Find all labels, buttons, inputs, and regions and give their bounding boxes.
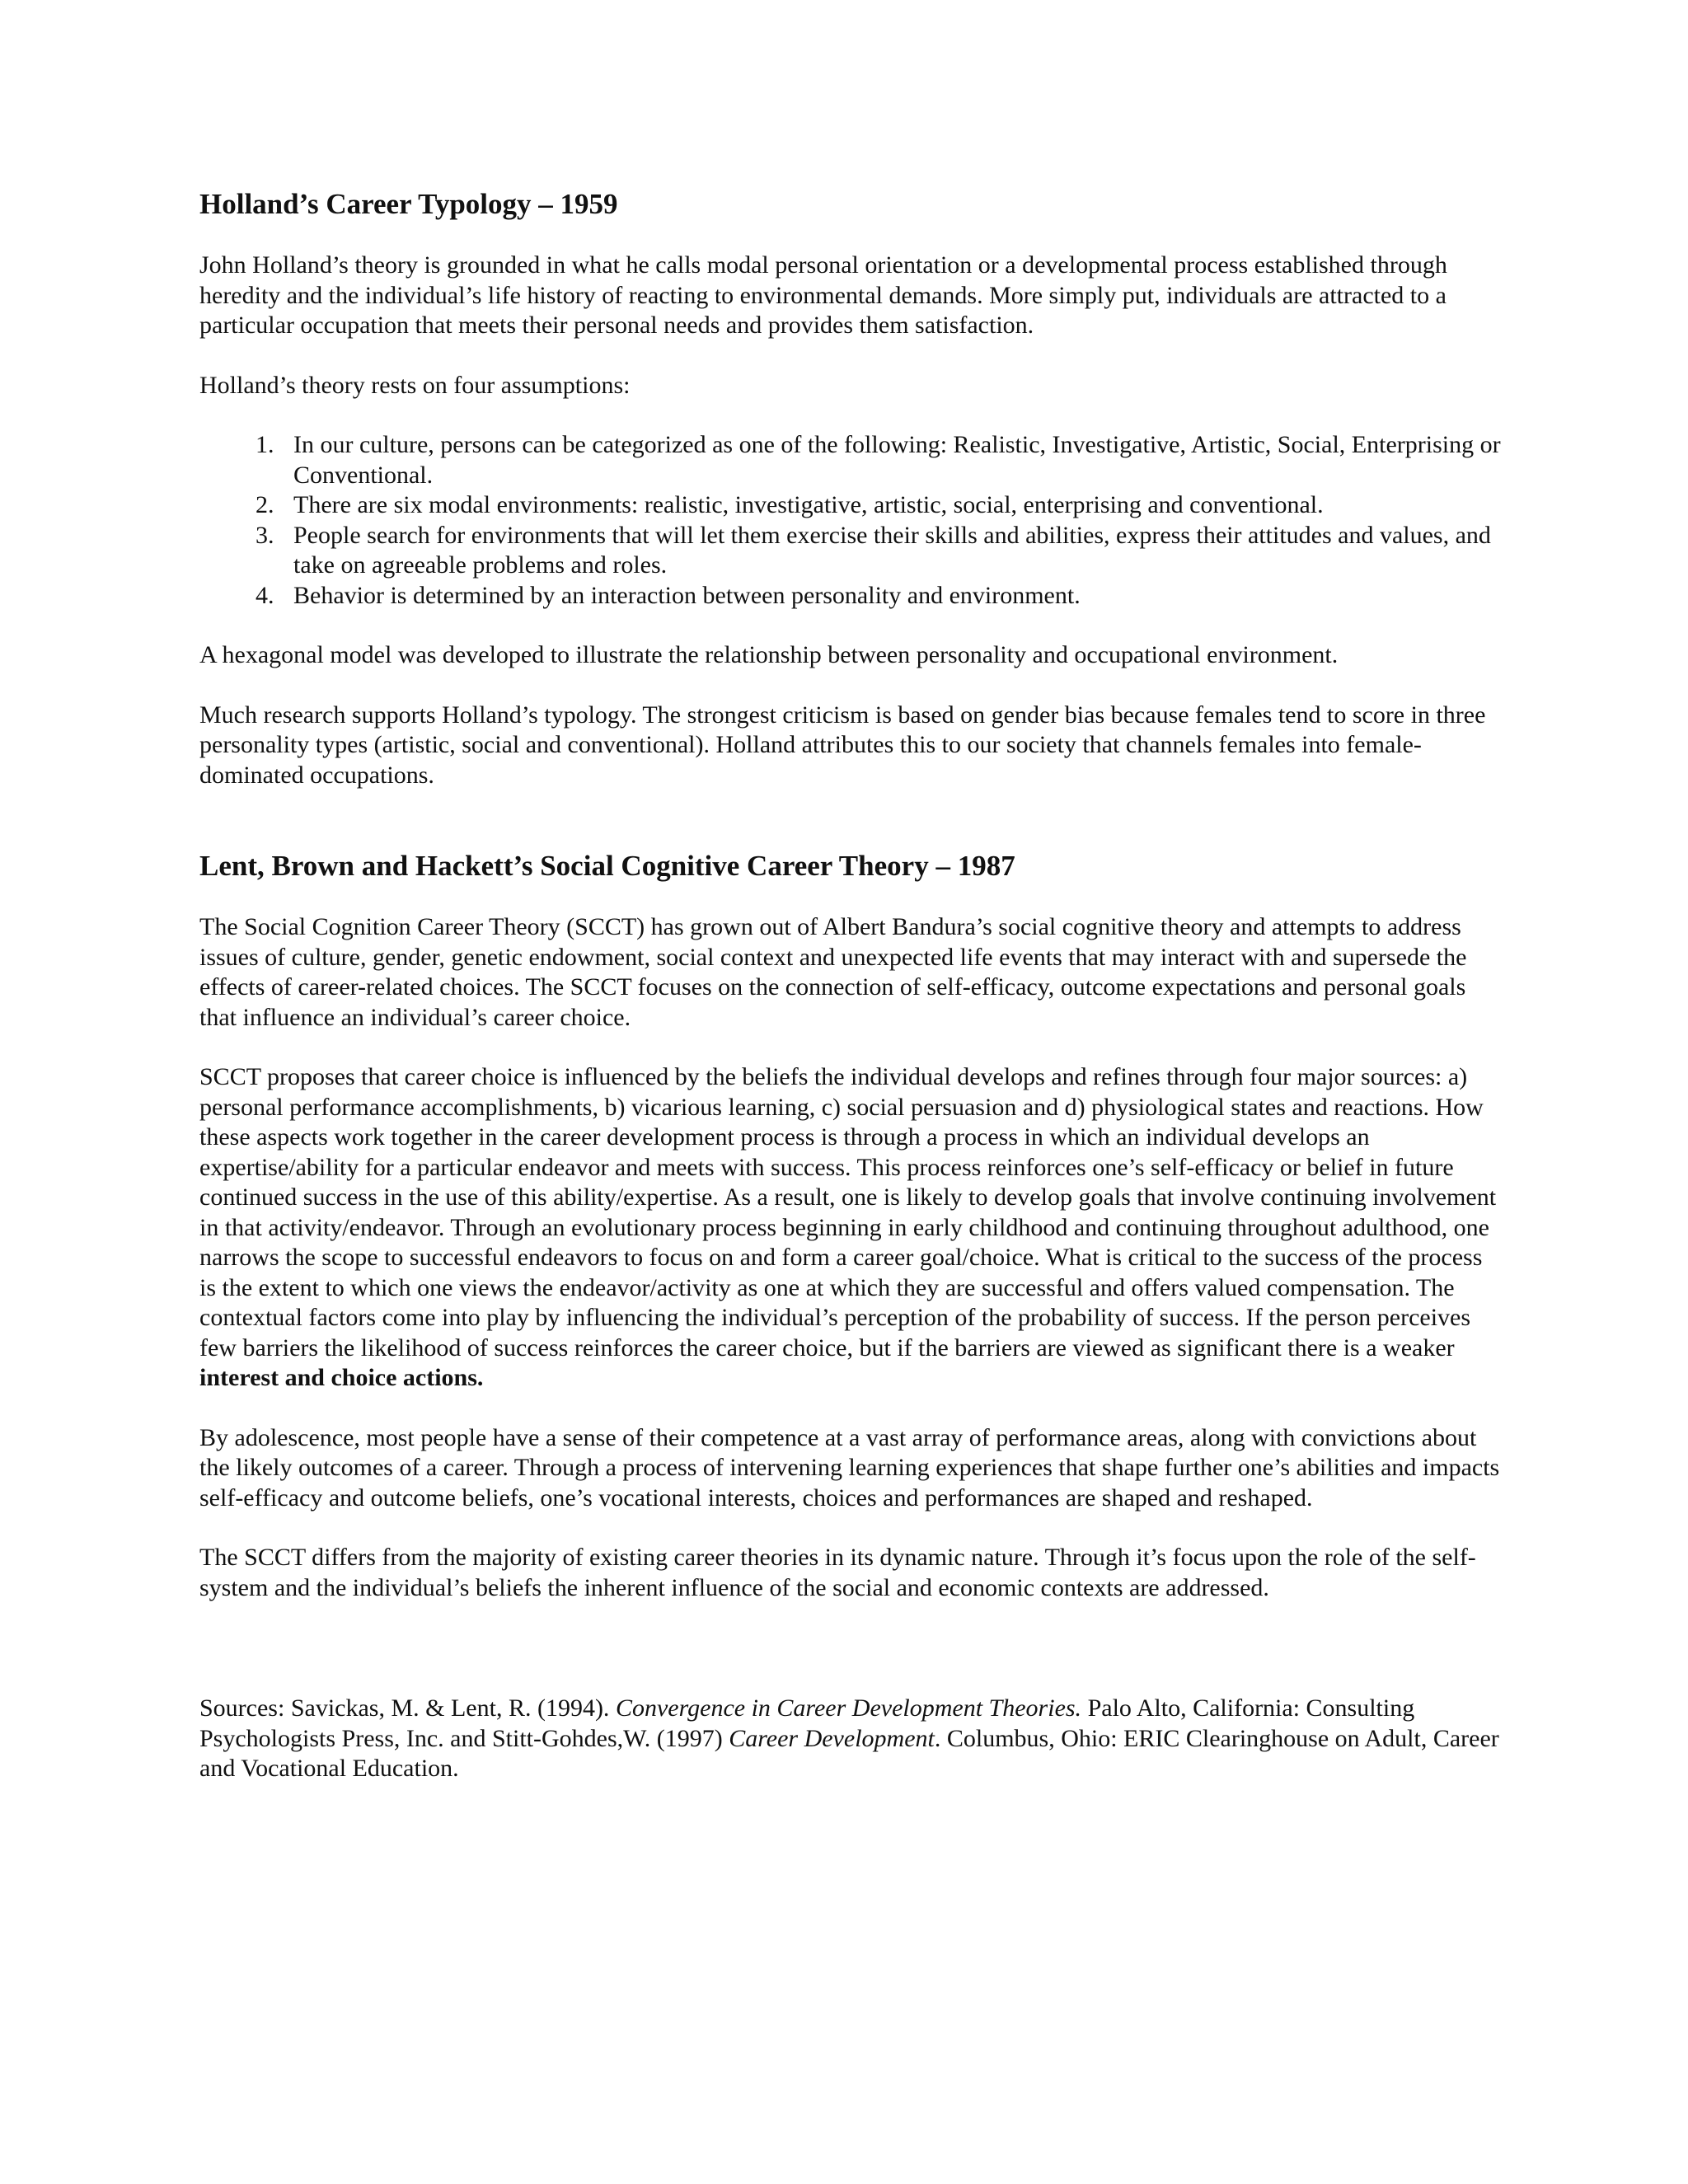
scct-intro-paragraph: The Social Cognition Career Theory (SCCT) has grown out of Albert Bandura’s social cognitive theory and attempts to address issues of culture, gender, genetic endowment, social context and unexpected life events that may interact with and supersede the effects of career-related choices. The SCCT focuses on the connection of self-efficacy, outcome expectations and personal goals that influence an individual’s career choice. (199, 913, 1467, 1031)
holland-assumptions-list (199, 430, 1502, 611)
scct-adolescence-paragraph: By adolescence, most people have a sense of their competence at a vast array of performance areas, along with convictions about the likely outcomes of a career. Through a process of intervening learning experiences that shape further one’s abilities and impacts self-efficacy and outcome beliefs, one’s vocational interests, choices and performances are shaped and reshaped. (199, 1423, 1500, 1511)
holland-research-paragraph: Much research supports Holland’s typology. The strongest criticism is based on gender bias because females tend to score in three personality types (artistic, social and conventional). Holland attributes this to our society that channels females into female-dominated occupations. (199, 701, 1486, 789)
list-item (199, 521, 1502, 581)
sources-book-title-1: Convergence in Career Development Theories. (615, 1694, 1082, 1722)
scct-bold-phrase: interest and choice actions. (199, 1364, 484, 1391)
document-page (199, 186, 1502, 1784)
sources-citation (199, 1694, 1502, 1784)
list-item-number: 1. (256, 431, 274, 458)
list-item-text: In our culture, persons can be categorized as one of the following: Realistic, Investigative, Artistic, Social, Enterprising or Conventional. (293, 431, 1501, 489)
holland-section-title: Holland’s Career Typology – 1959 (199, 188, 618, 220)
list-item (199, 581, 1502, 612)
holland-assumptions-lead: Holland’s theory rests on four assumptions: (199, 371, 631, 399)
list-item (199, 490, 1502, 521)
list-item-number: 4. (256, 581, 274, 609)
list-item-text: There are six modal environments: realistic, investigative, artistic, social, enterprising and conventional. (293, 491, 1324, 518)
sources-suffix: . Columbus, Ohio: ERIC Clearinghouse on Adult, Career and Vocational Education. (199, 1724, 1499, 1782)
list-item-number: 2. (256, 491, 274, 518)
sources-middle: Palo Alto, California: Consulting Psychologists Press, Inc. and Stitt-Gohdes,W. (1997) (199, 1694, 1415, 1752)
scct-sources-paragraph (199, 1062, 1502, 1394)
sources-prefix: Sources: Savickas, M. & Lent, R. (1994). (199, 1694, 616, 1722)
list-item-text: Behavior is determined by an interaction between personality and environment. (293, 581, 1081, 609)
holland-hexagonal-paragraph: A hexagonal model was developed to illustrate the relationship between personality and occupational environment. (199, 641, 1339, 668)
list-item (199, 430, 1502, 490)
list-item-number: 3. (256, 521, 274, 549)
scct-section-title: Lent, Brown and Hackett’s Social Cognitive Career Theory – 1987 (199, 850, 1015, 882)
scct-sources-text: SCCT proposes that career choice is influenced by the beliefs the individual develops and refines through four major sources: a) personal performance accomplishments, b) vicarious learning, c) social persuasion and d) physiological states and reactions. How these aspects work together in the career development process is through a process in which an individual develops an expertise/ability for a particular endeavor and meets with success. This process reinforces one’s self-efficacy or belief in future continued success in the use of this ability/expertise. As a result, one is likely to develop goals that involve continuing involvement in that activity/endeavor. Through an evolutionary process beginning in early childhood and continuing throughout adulthood, one narrows the scope to successful endeavors to focus on and form a career goal/choice. What is critical to the success of the process is the extent to which one views the endeavor/activity as one at which they are successful and offers valued compensation. The contextual factors come into play by influencing the individual’s perception of the probability of success. If the person perceives few barriers the likelihood of success reinforces the career choice, but if the barriers are viewed as significant there is a weaker (199, 1063, 1497, 1361)
list-item-text: People search for environments that will let them exercise their skills and abilities, express their attitudes and values, and take on agreeable problems and roles. (293, 521, 1491, 579)
scct-dynamic-paragraph: The SCCT differs from the majority of existing career theories in its dynamic nature. Through it’s focus upon the role of the self-system and the individual’s beliefs the inherent influence of the social and economic contexts are addressed. (199, 1544, 1476, 1601)
sources-book-title-2: Career Development (729, 1724, 935, 1752)
holland-intro-paragraph: John Holland’s theory is grounded in what he calls modal personal orientation or a developmental process established through heredity and the individual’s life history of reacting to environmental demands. More simply put, individuals are attracted to a particular occupation that meets their personal needs and provides them satisfaction. (199, 251, 1447, 339)
